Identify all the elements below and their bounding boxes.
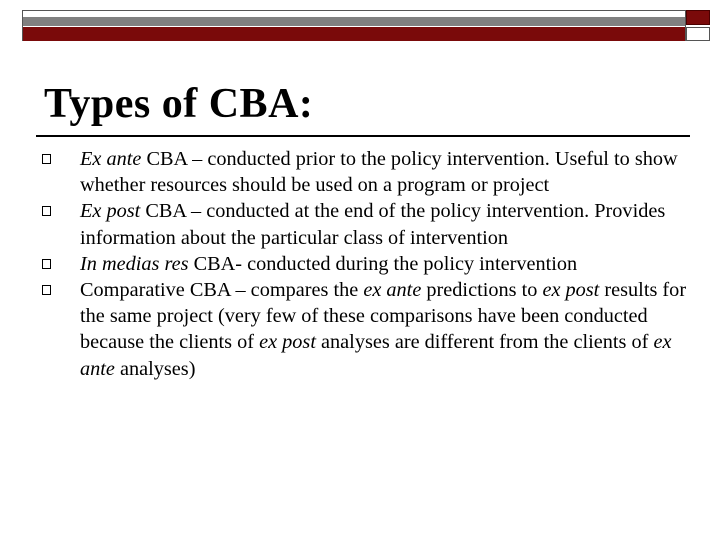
bullet-text: CBA – conducted prior to the policy intervention. Useful to show whether resources should be used on a program or project xyxy=(80,148,678,197)
header-red-stripe xyxy=(23,27,685,41)
bullet-term: ex post xyxy=(542,279,600,302)
square-bullet-icon xyxy=(42,285,51,295)
square-bullet-icon xyxy=(42,206,51,216)
bullet-term: ex ante xyxy=(80,331,672,380)
bullet-text: CBA- conducted during the policy intervention xyxy=(188,252,578,275)
square-bullet-icon xyxy=(42,154,51,164)
bullet-text: Comparative CBA – compares the xyxy=(80,279,364,302)
bullet-text: analyses are different from the clients of xyxy=(315,331,654,354)
bullet-list xyxy=(40,146,690,382)
bullet-term: ex ante xyxy=(363,279,422,302)
title-divider xyxy=(36,135,690,137)
bullet-term: Ex post xyxy=(80,200,141,223)
bullet-text: CBA – conducted at the end of the policy intervention. Provides information about the particular class of intervention xyxy=(80,200,666,249)
bullet-item xyxy=(40,198,690,250)
bullet-text: predictions to xyxy=(421,279,543,302)
header-bar xyxy=(22,10,686,41)
bullet-item xyxy=(40,277,690,382)
bullet-item xyxy=(40,146,690,198)
square-bullet-icon xyxy=(42,259,51,269)
header-outline-square xyxy=(686,27,710,41)
header-gray-stripe xyxy=(23,17,685,26)
bullet-text: analyses) xyxy=(114,357,196,380)
bullet-term: Ex ante xyxy=(80,148,142,170)
bullet-text: results for the same project (very few of these comparisons have been conducted because the clients of xyxy=(80,279,687,354)
bullet-term: In medias res xyxy=(80,252,189,275)
header-red-square xyxy=(686,10,710,25)
bullet-term: ex post xyxy=(259,331,316,354)
bullet-item xyxy=(40,251,690,277)
slide-title: Types of CBA: xyxy=(44,81,314,127)
